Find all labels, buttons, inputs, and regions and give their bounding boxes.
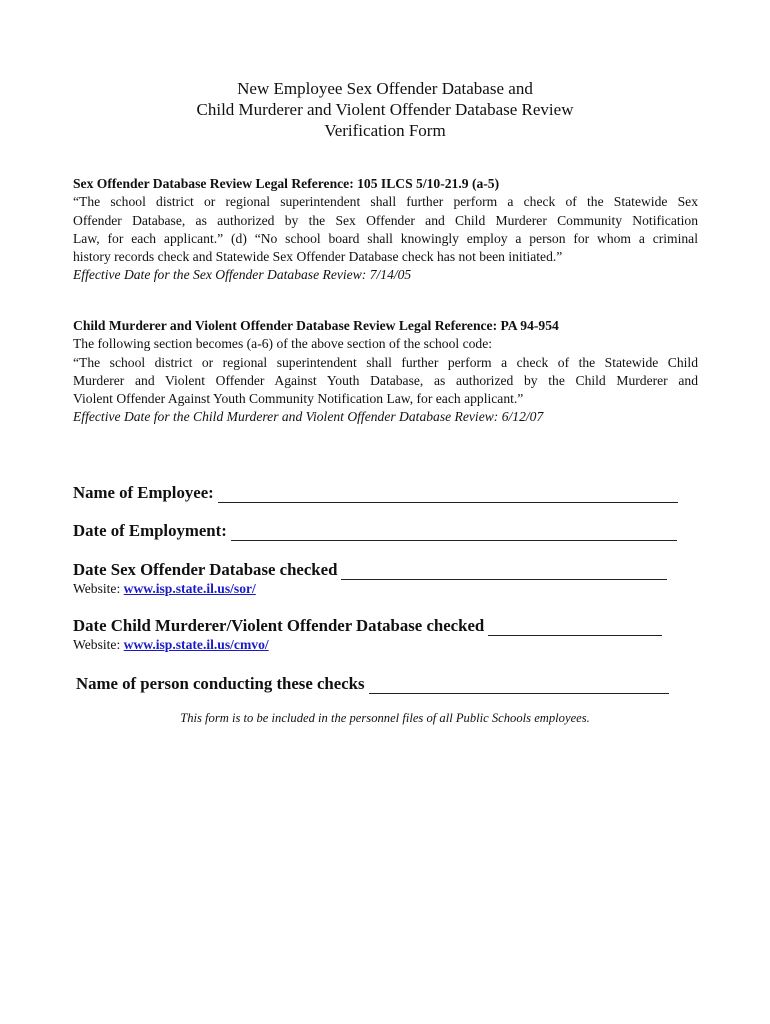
title-line-1: New Employee Sex Offender Database and [237, 79, 533, 98]
sex-offender-legal-section [73, 175, 698, 285]
website-label: Website: [73, 581, 121, 596]
cmvo-effective-date: Effective Date for the Child Murderer and Violent Offender Database Review: 6/12/07 [73, 409, 544, 425]
employee-name-field[interactable] [218, 486, 678, 503]
employment-date-row [73, 519, 677, 541]
form-title [0, 78, 770, 141]
sex-offender-checked-date-field[interactable] [341, 563, 667, 580]
sex-offender-legal-text [73, 193, 698, 266]
legal-text-line: “The school district or regional superintendent shall further perform a check of the Statewide Child [73, 354, 698, 370]
cmvo-website-row [73, 637, 269, 653]
sex-offender-website-link[interactable]: www.isp.state.il.us/sor/ [123, 581, 256, 596]
sex-offender-legal-heading: Sex Offender Database Review Legal Reference: 105 ILCS 5/10-21.9 (a-5) [73, 176, 500, 191]
legal-text-line: Offender Database, as authorized by the Sex Offender and Child Murderer Community Notification [73, 212, 698, 228]
sex-offender-website-row [73, 581, 256, 597]
checker-name-row [76, 672, 669, 694]
cmvo-website-link[interactable]: www.isp.state.il.us/cmvo/ [123, 637, 269, 652]
checker-name-field[interactable] [369, 677, 669, 694]
cmvo-checked-label: Date Child Murderer/Violent Offender Database checked [73, 616, 485, 635]
cmvo-legal-heading: Child Murderer and Violent Offender Database Review Legal Reference: PA 94-954 [73, 318, 559, 333]
title-line-3: Verification Form [324, 121, 446, 140]
title-line-2: Child Murderer and Violent Offender Database Review [196, 100, 574, 119]
cmvo-checked-date-field[interactable] [488, 619, 662, 636]
employment-date-label: Date of Employment: [73, 521, 227, 540]
cmvo-checked-row [73, 614, 662, 636]
sex-offender-checked-row [73, 558, 667, 580]
website-label: Website: [73, 637, 121, 652]
employee-name-row [73, 481, 678, 503]
legal-text-line: Law, for each applicant.” (d) “No school board shall knowingly employ a person for whom a criminal [73, 230, 698, 246]
employment-date-field[interactable] [231, 524, 677, 541]
legal-text-line: history records check and Statewide Sex Offender Database check has not been initiated.” [73, 249, 563, 265]
legal-text-line: Violent Offender Against Youth Community Notification Law, for each applicant.” [73, 391, 524, 407]
cmvo-legal-text [73, 354, 698, 409]
employee-name-label: Name of Employee: [73, 483, 214, 502]
legal-text-line: “The school district or regional superintendent shall further perform a check of the Statewide Sex [73, 194, 698, 210]
cmvo-legal-section [73, 317, 698, 427]
footer-note: This form is to be included in the personnel files of all Public Schools employees. [180, 711, 590, 725]
sex-offender-checked-label: Date Sex Offender Database checked [73, 560, 338, 579]
checker-name-label: Name of person conducting these checks [76, 674, 365, 693]
legal-text-line: Murderer and Violent Offender Against Youth Database, as authorized by the Child Murderer and [73, 372, 698, 388]
cmvo-intro-text: The following section becomes (a-6) of the above section of the school code: [73, 336, 493, 352]
sex-offender-effective-date: Effective Date for the Sex Offender Database Review: 7/14/05 [73, 267, 412, 283]
